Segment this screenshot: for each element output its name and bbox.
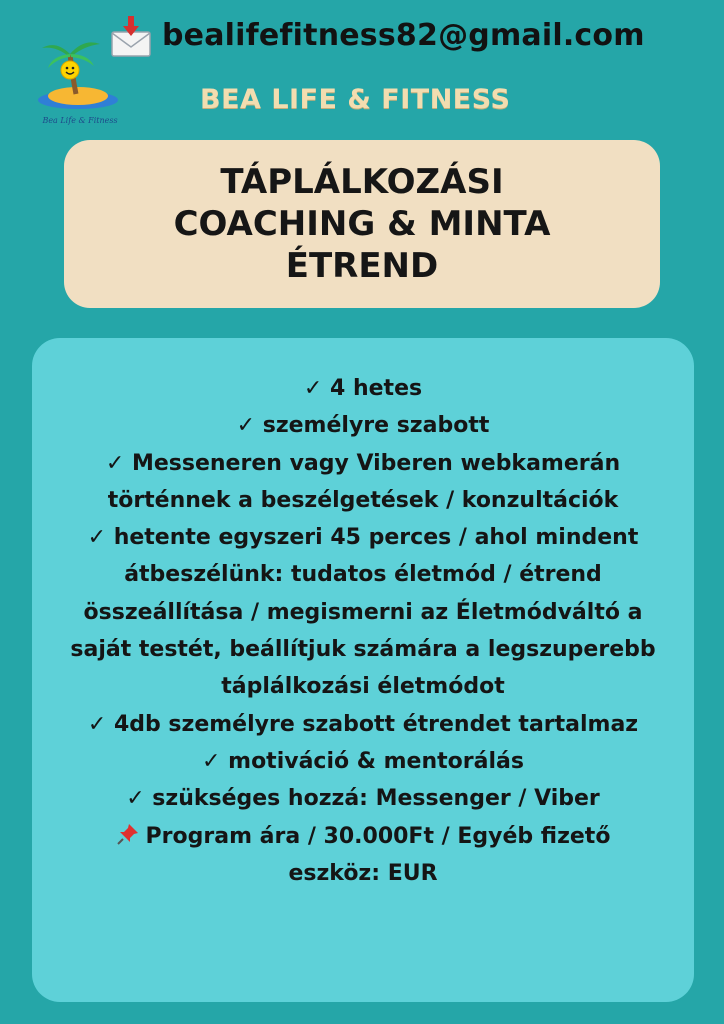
pushpin-icon [116,822,140,846]
feature-line: átbeszélünk: tudatos életmód / étrend [124,562,602,588]
feature-line: összeállítása / megismerni az Életmódváltó a [83,599,643,625]
price-text: Program ára / 30.000Ft / Egyéb fizető [145,823,611,849]
price-line-2: eszköz: EUR [288,860,438,886]
logo-caption: Bea Life & Fitness [42,116,118,125]
feature-line: saját testét, beállítjuk számára a legszuperebb [70,637,656,663]
envelope-with-arrow-icon [108,14,154,60]
title-line: TÁPLÁLKOZÁSI [220,162,504,202]
feature-line: táplálkozási életmódot [221,674,505,700]
contact-email[interactable]: bealifefitness82@gmail.com [162,18,645,53]
feature-line: történnek a beszélgetések / konzultációk [107,487,619,513]
feature-line: ✓ hetente egyszeri 45 perces / ahol mindent [87,525,639,551]
feature-line: ✓ személyre szabott [236,413,490,439]
feature-line: ✓ 4 hetes [303,376,423,401]
feature-line: ✓ szükséges hozzá: Messenger / Viber [126,786,600,812]
feature-line: ✓ 4db személyre szabott étrendet tartalmaz [87,711,639,737]
title-line: ÉTREND [285,246,439,286]
feature-line: ✓ Messeneren vagy Viberen webkamerán [105,450,621,476]
price-line [32,818,694,855]
content-card [32,338,694,1002]
feature-list [32,370,694,892]
title-line: COACHING & MINTA [173,204,551,244]
feature-line: ✓ motiváció & mentorálás [202,748,524,774]
brand-name: BEA LIFE & FITNESS [200,84,511,115]
title-card [64,140,660,308]
